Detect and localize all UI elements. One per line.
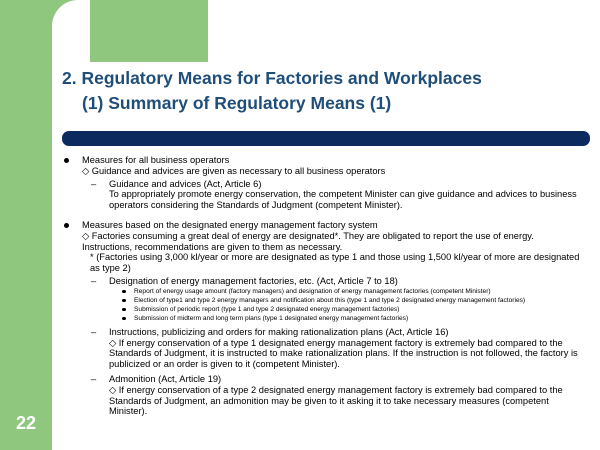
sub-bullet-instructions <box>62 327 586 370</box>
sub-bullet-admonition <box>62 374 586 417</box>
sub-bullet-text: ◇ If energy conservation of a type 1 designated energy management factory is extremely bad compared to the Standards of Judgment, it is instructed to make rationalization plans. If the instruction is not followed, the factory is publicized or an order is given to it (competent Minister). <box>109 337 578 370</box>
sub-bullet-designation <box>62 276 586 287</box>
bullet-diamond-text: ◇ Guidance and advices are given as necessary to all business operators <box>82 165 386 176</box>
title-divider-bar <box>62 131 590 146</box>
designation-note: * (Factories using 3,000 kl/year or more are designated as type 1 and those using 1,500 kl/year of more are designated as type 2) <box>90 252 580 274</box>
list-item: Submission of periodic report (type 1 and type 2 designated energy management factories) <box>62 306 586 314</box>
sub-bullet-guidance <box>62 179 586 211</box>
sub-bullet-title: – Designation of energy management factories, etc. (Act, Article 7 to 18) <box>109 275 398 286</box>
slide-title <box>62 66 582 116</box>
sub-bullet-title: – Guidance and advices (Act, Article 6) <box>109 178 262 189</box>
bullet-heading: Measures for all business operators <box>82 155 230 165</box>
bullet-diamond-text: ◇ Factories consuming a great deal of energy are designated*. They are obligated to report the use of energy. Instructions, recommendations are given to them as necessary. <box>82 230 534 252</box>
bullet-all-operators <box>62 155 586 177</box>
list-item: Report of energy usage amount (factory managers) and designation of energy management factories (competent Minister) <box>62 288 586 296</box>
sub-bullet-text: ◇ If energy conservation of a type 2 designated energy management factory is extremely bad compared to the Standards of Judgment, an admonition may be given to it asking it to take necessary measures (competent Minister). <box>109 384 563 417</box>
list-item: Election of type1 and type 2 energy managers and notification about this (type 1 and type 2 designated energy management factories) <box>62 297 586 305</box>
bullet-heading: Measures based on the designated energy management factory system <box>82 219 378 230</box>
list-item: Submission of midterm and long term plans (type 1 designated energy management factories) <box>62 315 586 323</box>
sub-bullet-title: – Instructions, publicizing and orders for making rationalization plans (Act, Article 16) <box>109 326 449 337</box>
page-number: 22 <box>15 413 37 433</box>
sub-bullet-title: – Admonition (Act, Article 19) <box>109 373 222 384</box>
corner-cutout <box>52 0 90 62</box>
left-accent-bar <box>0 0 52 450</box>
sub-bullet-text: To appropriately promote energy conservation, the competent Minister can give guidance and advices to business operators considering the Standards of Judgment (competent Minister). <box>109 189 577 211</box>
title-line-2: (1) Summary of Regulatory Means (1) <box>82 93 392 113</box>
bullet-designated-factory <box>62 220 586 274</box>
slide-content <box>62 155 586 417</box>
title-line-1: 2. Regulatory Means for Factories and Workplaces <box>62 68 482 88</box>
